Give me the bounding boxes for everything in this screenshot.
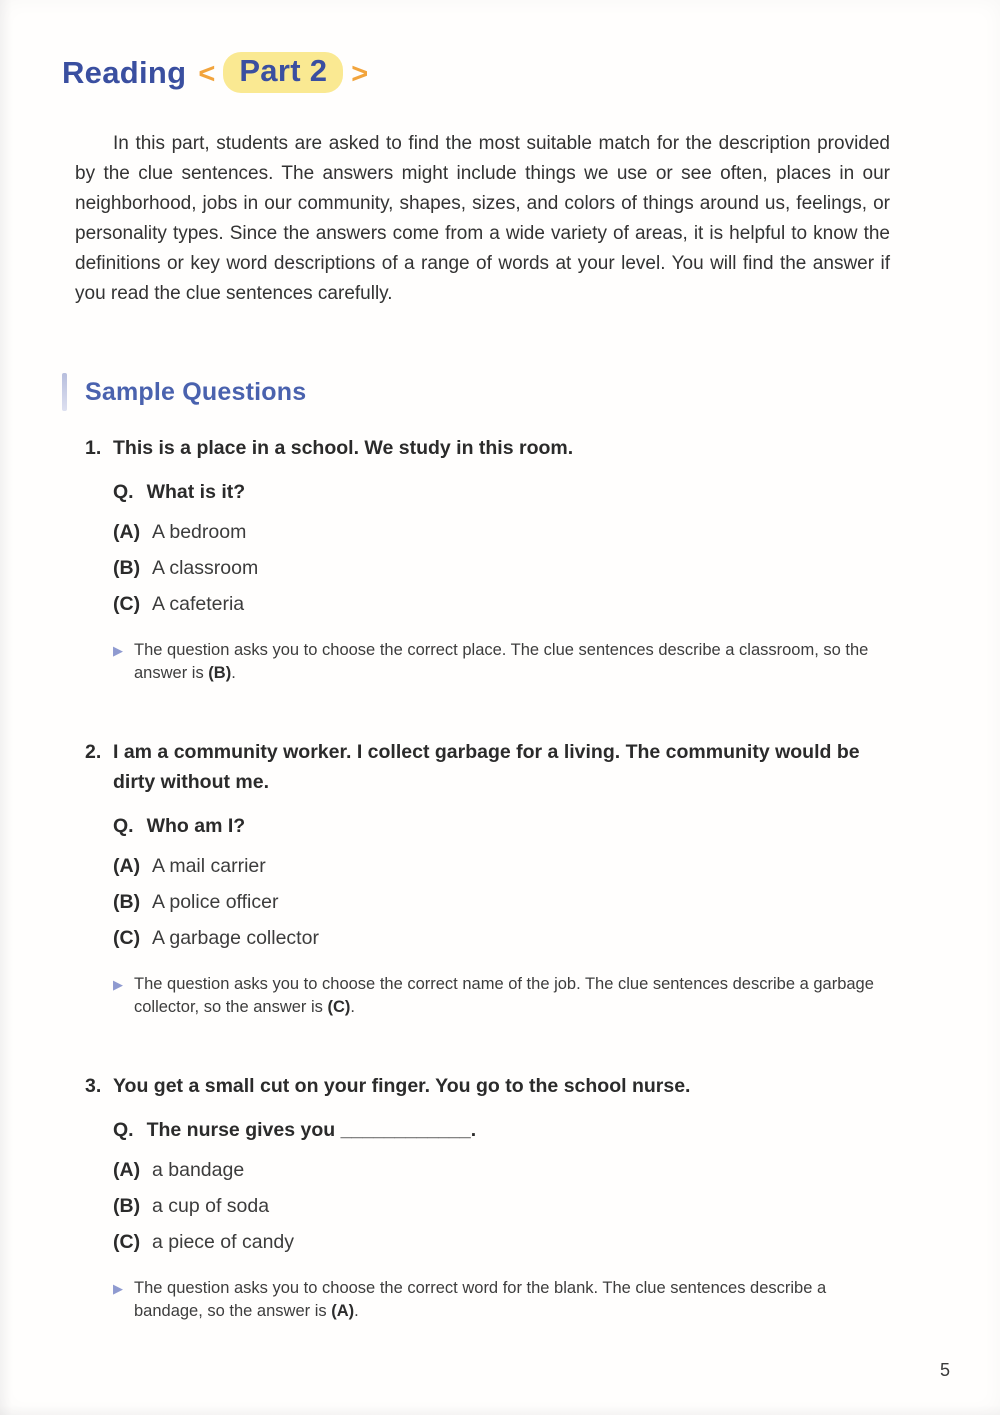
page-header (62, 52, 1000, 93)
question-stem-row (85, 1071, 905, 1101)
chevron-left-icon: < (198, 57, 216, 90)
option-row-c (113, 923, 905, 953)
option-letter: (C) (113, 927, 141, 949)
option-text: A police officer (152, 891, 279, 913)
explanation-post: . (354, 1302, 359, 1320)
option-row-a (113, 517, 905, 547)
heading-accent-bar (62, 373, 67, 411)
question-stem-row (85, 737, 905, 797)
option-letter: (C) (113, 1231, 141, 1253)
question-stem: This is a place in a school. We study in this room. (113, 437, 574, 459)
explanation-post: . (350, 998, 356, 1016)
option-letter: (A) (113, 855, 141, 877)
explanation (113, 639, 875, 685)
explanation (113, 1277, 875, 1323)
explanation-arrow-icon: ▶ (113, 643, 123, 658)
sample-questions-heading (62, 373, 1000, 411)
options-list (85, 851, 905, 953)
answer-ref: (C) (327, 998, 351, 1016)
option-letter: (C) (113, 593, 141, 615)
question-block-2 (85, 737, 905, 1019)
question-prompt (113, 1115, 905, 1145)
explanation-post: . (231, 664, 236, 682)
question-number: 1. (85, 437, 102, 459)
question-block-1 (85, 433, 905, 685)
question-stem: I am a community worker. I collect garbage for a living. The community would be dirty without me. (113, 741, 860, 793)
part-label: Part 2 (239, 53, 328, 88)
question-number: 2. (85, 741, 102, 763)
option-row-c (113, 1227, 905, 1257)
option-letter: (A) (113, 521, 141, 543)
option-text: a cup of soda (152, 1195, 270, 1217)
option-letter: (B) (113, 891, 141, 913)
question-prompt (113, 811, 905, 841)
question-number: 3. (85, 1075, 102, 1097)
question-stem-row (85, 433, 905, 463)
option-row-b (113, 1191, 905, 1221)
explanation-pre: The question asks you to choose the correct word for the blank. The clue sentences describe a bandage, so the answer is (134, 1279, 827, 1320)
sample-questions-title: Sample Questions (85, 377, 307, 406)
prompt-prefix: Q. (113, 1119, 134, 1141)
option-row-a (113, 851, 905, 881)
prompt-text: What is it? (146, 481, 246, 503)
option-text: a bandage (152, 1159, 245, 1181)
options-list (85, 517, 905, 619)
prompt-text: Who am I? (146, 815, 246, 837)
option-row-c (113, 589, 905, 619)
option-row-b (113, 553, 905, 583)
page-number: 5 (939, 1360, 950, 1380)
option-letter: (A) (113, 1159, 141, 1181)
explanation (113, 973, 875, 1019)
explanation-text (134, 1277, 875, 1323)
intro-paragraph: In this part, students are asked to find the most suitable match for the description provided by the clue sentences. The answers might include things we use or see often, places in our neighborhood, jobs in our community, shapes, sizes, and colors of things around us, feelings, or personality types. Since the answers come from a wide variety of areas, it is helpful to know the definitions or key word descriptions of a range of words at your level. You will find the answer if you read the clue sentences carefully. (75, 133, 890, 304)
option-text: A bedroom (152, 521, 247, 543)
answer-ref: (B) (208, 664, 232, 682)
prompt-prefix: Q. (113, 815, 134, 837)
option-text: A classroom (152, 557, 259, 579)
explanation-text (134, 639, 875, 685)
explanation-pre: The question asks you to choose the correct place. The clue sentences describe a classroom, so the answer is (134, 641, 869, 682)
explanation-pre: The question asks you to choose the correct name of the job. The clue sentences describe a garbage collector, so the answer is (134, 975, 874, 1016)
prompt-prefix: Q. (113, 481, 134, 503)
option-row-a (113, 1155, 905, 1185)
explanation-arrow-icon: ▶ (113, 1281, 123, 1296)
question-block-3 (85, 1071, 905, 1323)
part-badge (223, 52, 343, 93)
option-text: A garbage collector (152, 927, 319, 949)
option-text: A mail carrier (152, 855, 266, 877)
option-text: a piece of candy (152, 1231, 295, 1253)
question-stem: You get a small cut on your finger. You go to the school nurse. (113, 1075, 691, 1097)
option-text: A cafeteria (152, 593, 245, 615)
option-letter: (B) (113, 557, 141, 579)
prompt-text: The nurse gives you ____________. (146, 1119, 477, 1141)
options-list (85, 1155, 905, 1257)
option-row-b (113, 887, 905, 917)
option-letter: (B) (113, 1195, 141, 1217)
section-title: Reading (62, 54, 187, 90)
chevron-right-icon: > (351, 57, 369, 90)
answer-ref: (A) (331, 1302, 355, 1320)
question-prompt (113, 477, 905, 507)
explanation-text (134, 973, 875, 1019)
explanation-arrow-icon: ▶ (113, 977, 123, 992)
